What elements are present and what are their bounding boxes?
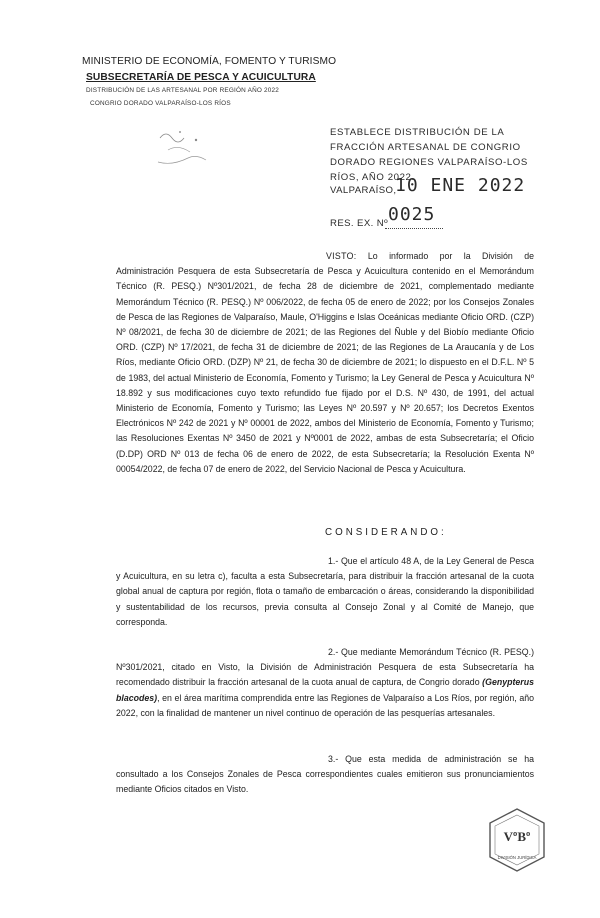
place-label: VALPARAÍSO, <box>330 185 397 196</box>
visto-paragraph <box>116 249 534 477</box>
date-stamp: 10 ENE 2022 <box>395 175 526 196</box>
considerando-heading: CONSIDERANDO: <box>325 527 447 538</box>
initials-signature <box>150 118 220 178</box>
ministry-name: MINISTERIO DE ECONOMÍA, FOMENTO Y TURISMO <box>82 56 337 67</box>
vobo-ring-text: DIVISIÓN JURÍDICA <box>497 855 537 860</box>
considerando-3 <box>116 752 534 798</box>
species-name: (Genypterus blacodes) <box>116 677 534 703</box>
subsecretaria-name: SUBSECRETARÍA DE PESCA Y ACUICULTURA <box>86 72 316 83</box>
considerando-3-text: 3.- Que esta medida de administración se ha consultado a los Consejos Zonales de Pesca correspondientes cuales emitieron sus pronunciamientos mediante Oficios citados en Visto. <box>116 754 534 795</box>
resolution-title: ESTABLECE DISTRIBUCIÓN DE LA FRACCIÓN ARTESANAL DE CONGRIO DORADO REGIONES VALPARAÍSO-LOS RÍOS, AÑO 2022. <box>330 127 528 183</box>
considerando-1 <box>116 554 534 630</box>
visto-label: VISTO: <box>326 251 357 261</box>
header-subject-line: DISTRIBUCIÓN DE LAS ARTESANAL POR REGIÓN AÑO 2022 <box>86 87 280 94</box>
resex-number-line <box>385 228 443 229</box>
vobo-text: VºBº <box>503 829 531 844</box>
considerando-2-text-a: 2.- Que mediante Memorándum Técnico (R. PESQ.) Nº301/2021, citado en Visto, la División de Administración Pesquera de esta Subsecretaría ha recomendado distribuir la fracción artesanal de la cuota anual de captura, de Congrio dorado <box>116 647 534 688</box>
visto-text: Lo informado por la División de Administración Pesquera de esta Subsecretaría de Pesca y Acuicultura contenido en el Memorándum Técnico (R. PESQ.) Nº301/2021, de fecha 28 de diciembre de 2021, complementado mediante Memorándum Técnico (R. PESQ.) Nº 006/2022, de fecha 05 de enero de 2022; por los Consejos Zonales de Pesca de las Regiones de Valparaíso, Maule, O'Higgins e Islas Oceánicas mediante Oficio ORD. (CZP) Nº 08/2021, de fecha 30 de diciembre de 2021; de las Regiones del Ñuble y del Biobío mediante Oficio ORD. (CZP) Nº 17/2021, de fecha 31 de diciembre de 2021; de las Regiones de La Araucanía y de Los Ríos, mediante Oficio ORD. (DZP) Nº 21, de fecha 30 de diciembre de 2021; lo dispuesto en el D.F.L. Nº 5 de 1983, del actual Ministerio de Economía, Fomento y Turismo; la Ley General de Pesca y Acuicultura Nº 18.892 y sus modificaciones cuyo texto refundido fue fijado por el D.S. Nº 430, de 1991, del actual Ministerio de Economía, Fomento y Turismo; las Leyes Nº 20.597 y Nº 20.657; los Decretos Exentos Electrónicos Nº 242 de 2021 y Nº 00001 de 2022, ambos del Ministerio de Economía, Fomento y Turismo; las Resoluciones Exentas Nº 3450 de 2021 y Nº0001 de 2022, ambas de esta Subsecretaría; el Oficio (D.DP) ORD Nº 013 de fecha 06 de enero de 2022, de esta Subsecretaría; la Resolución Exenta Nº 00054/2022, de fecha 07 de enero de 2022, del Servicio Nacional de Pesca y Acuicultura. <box>116 251 534 474</box>
resex-label: RES. EX. Nº <box>330 218 389 229</box>
considerando-2 <box>116 645 534 721</box>
considerando-1-text: 1.- Que el artículo 48 A, de la Ley General de Pesca y Acuicultura, en su letra c), faculta a esta Subsecretaría, para distribuir la fracción artesanal de la cuota global anual de captura por región, flota o tamaño de embarcación o áreas, considerando la disponibilidad y sustentabilidad de los recursos, previa consulta al Consejo Zonal y al Comité de Manejo, que corresponda. <box>116 556 534 627</box>
vobo-stamp <box>487 807 547 873</box>
resolution-number: 0025 <box>388 204 436 225</box>
considerando-2-text-b: , en el área marítima comprendida entre las Regiones de Valparaíso a Los Ríos, por región, año 2022, con la finalidad de mantener un nivel continuo de operación de las pesquerías artesanales. <box>116 692 534 718</box>
header-resource-line: CONGRIO DORADO VALPARAÍSO-LOS RÍOS <box>90 100 231 107</box>
